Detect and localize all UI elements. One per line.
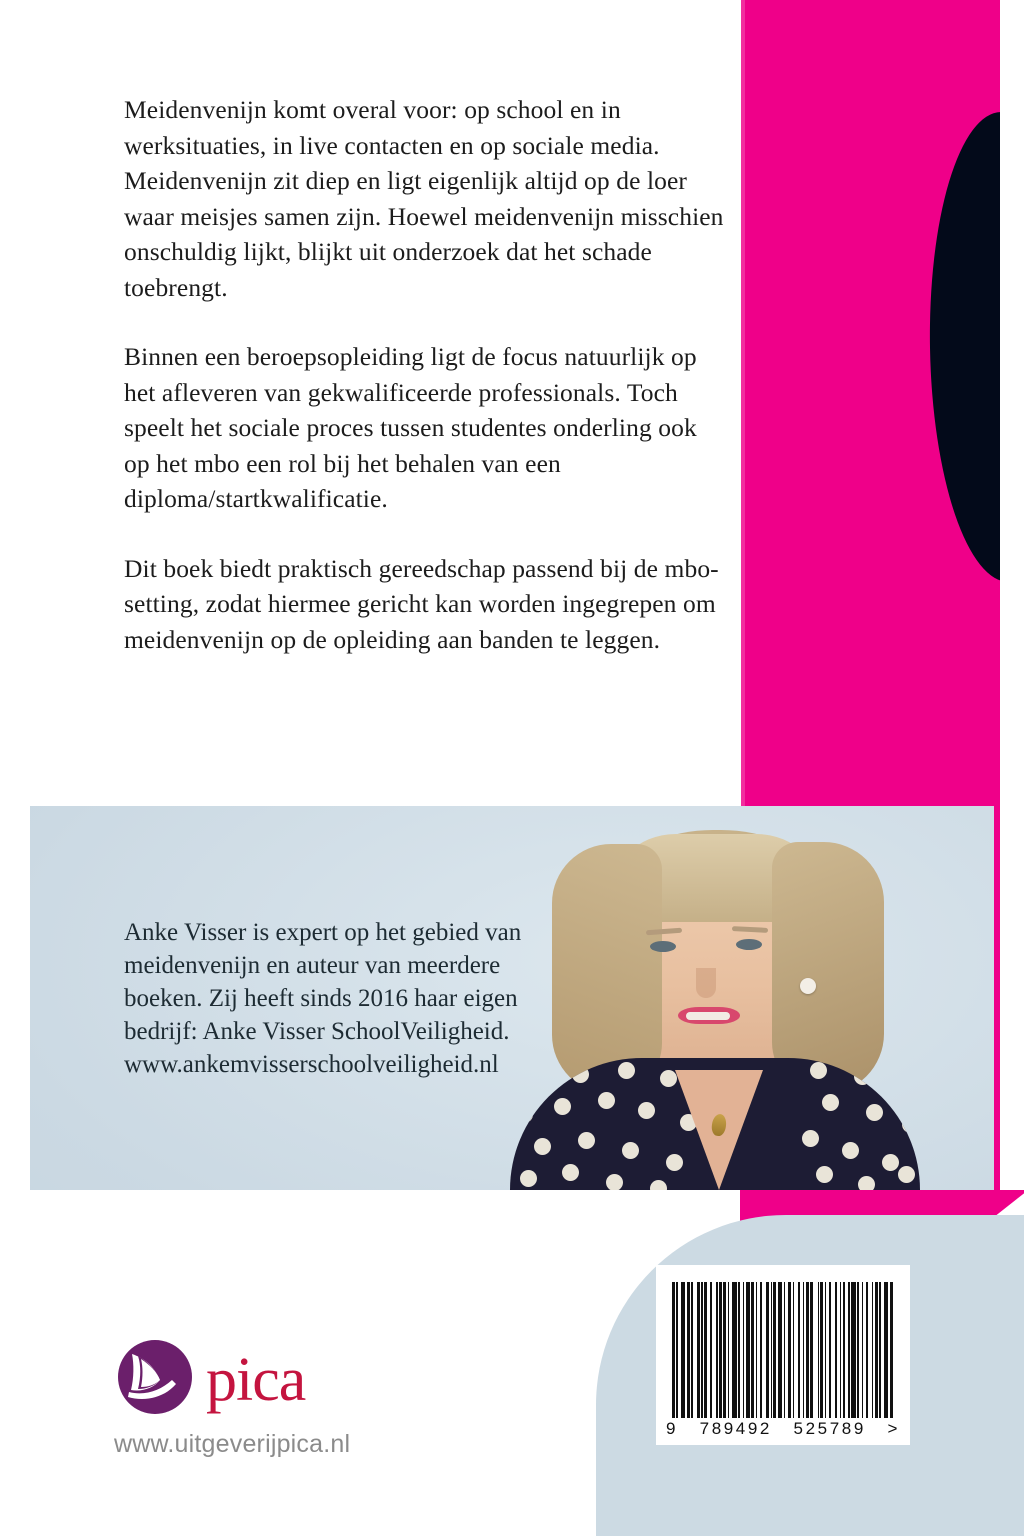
eye-right — [736, 939, 762, 950]
blurb-text — [124, 92, 724, 657]
barcode-terminator: > — [887, 1419, 900, 1438]
right-margin-mask — [1000, 0, 1024, 806]
author-bio — [124, 916, 554, 1081]
blurb-paragraph-2: Binnen een beroepsopleiding ligt de focus natuurlijk op het afleveren van gekwalificeerde professionals. Toch speelt het sociale proces tussen studentes onderling ook op het mbo een rol bij het behalen van een diploma/startkwalificatie. — [124, 342, 697, 513]
author-portrait-image — [500, 806, 930, 1190]
publisher-logo — [114, 1336, 444, 1418]
author-bio-text: Anke Visser is expert op het gebied van meidenvenijn en auteur van meerdere boeken. Zij heeft sinds 2016 haar eigen bedrijf: Anke Visser SchoolVeiligheid. www.ankemvisserschoolveiligheid.nl — [124, 919, 522, 1078]
hair-left — [552, 844, 662, 1094]
nose — [696, 968, 716, 998]
blurb-paragraph-1: Meidenvenijn komt overal voor: op school en in werksituaties, in live contacten en op sociale media. Meidenvenijn zit diep en ligt eigenlijk altijd op de loer waar meisjes samen zijn. Hoewel meidenvenijn misschien onschuldig lijkt, blijkt uit onderzoek dat het schade toebrengt. — [124, 95, 724, 302]
barcode-group-right: 525789 — [793, 1419, 866, 1438]
barcode — [656, 1265, 910, 1445]
hair-right — [772, 842, 884, 1094]
sailboat-circle-logo-icon — [114, 1336, 196, 1418]
photo-band-magenta-edge — [994, 806, 1000, 1190]
publisher-name: pica — [206, 1346, 306, 1414]
publisher-block — [114, 1336, 444, 1459]
pearl-earring — [800, 978, 816, 994]
barcode-bars-icon — [672, 1282, 894, 1418]
eye-left — [650, 941, 676, 952]
blurb-paragraph-3: Dit boek biedt praktisch gereedschap passend bij de mbo-setting, zodat hiermee gericht kan worden ingegrepen om meidenvenijn op de opleiding aan banden te leggen. — [124, 553, 719, 654]
barcode-digits — [666, 1419, 900, 1439]
barcode-lead-digit: 9 — [666, 1419, 679, 1438]
barcode-group-left: 789492 — [699, 1419, 772, 1438]
publisher-url: www.uitgeverijpica.nl — [114, 1430, 351, 1458]
teeth — [686, 1012, 730, 1020]
